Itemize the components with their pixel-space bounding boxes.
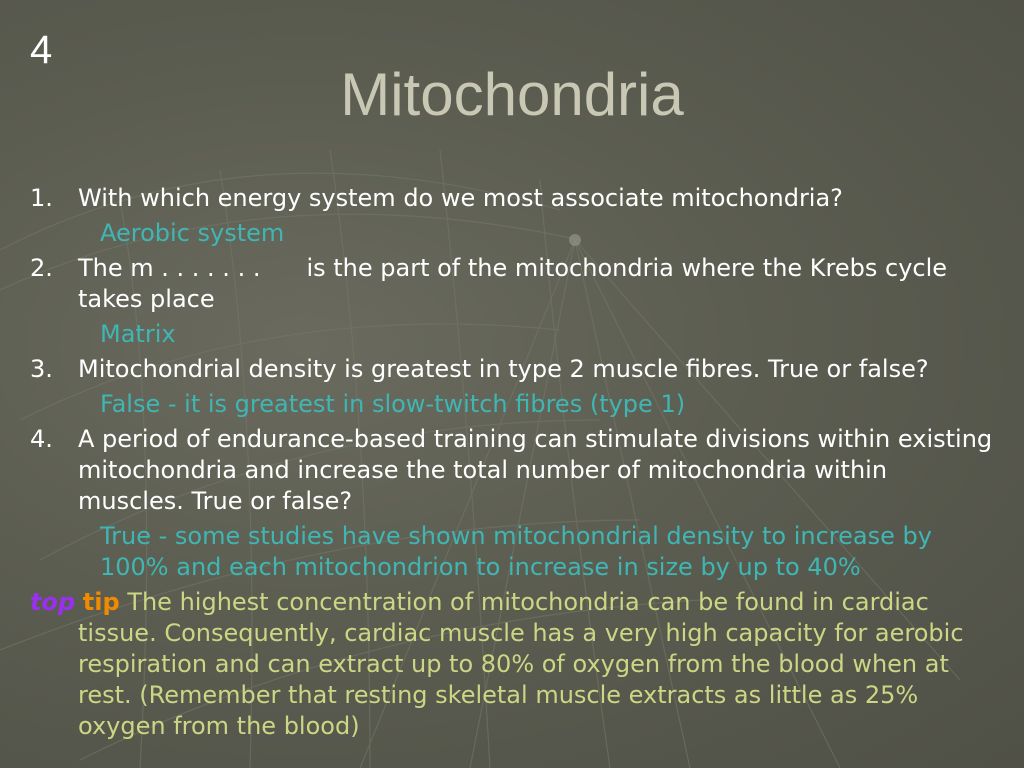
question-text: Mitochondrial density is greatest in type 2 muscle fibres. True or false? [78, 355, 929, 383]
answer-4: True - some studies have shown mitochondrial density to increase by 100% and each mitochondrion to increase in size by up to 40% [100, 522, 932, 581]
answer-2: Matrix [100, 320, 176, 348]
question-number: 2. [30, 254, 53, 282]
question-1 [0, 183, 1024, 214]
top-tip-text: The highest concentration of mitochondria can be found in cardiac tissue. Consequently, cardiac muscle has a very high capacity for aerobic respiration and can extract up to 80% of oxygen from the blood when at rest. (Remember that resting skeletal muscle extracts as little as 25% oxygen from the blood) [78, 588, 964, 740]
answer-1: Aerobic system [100, 219, 285, 247]
question-number: 1. [30, 184, 53, 212]
question-4 [0, 424, 1024, 517]
question-number: 3. [30, 355, 53, 383]
question-text-part2: is the part of the mitochondria where the Krebs cycle takes place [78, 254, 948, 313]
question-text-part1: The m . . . . . . . [78, 254, 261, 282]
top-tip [0, 587, 1024, 742]
slide-number: 4 [30, 28, 53, 72]
question-3 [0, 354, 1024, 385]
answer-3: False - it is greatest in slow-twitch fibres (type 1) [100, 390, 686, 418]
top-tip-label-tip: tip [82, 588, 120, 616]
top-tip-label-top: top [30, 588, 76, 616]
question-number: 4. [30, 425, 53, 453]
slide-content [0, 183, 1024, 742]
question-text: A period of endurance-based training can stimulate divisions within existing mitochondria and increase the total number of mitochondria within muscles. True or false? [78, 425, 993, 515]
question-text: With which energy system do we most associate mitochondria? [78, 184, 843, 212]
question-2 [0, 253, 1024, 315]
slide-title: Mitochondria [340, 61, 684, 128]
